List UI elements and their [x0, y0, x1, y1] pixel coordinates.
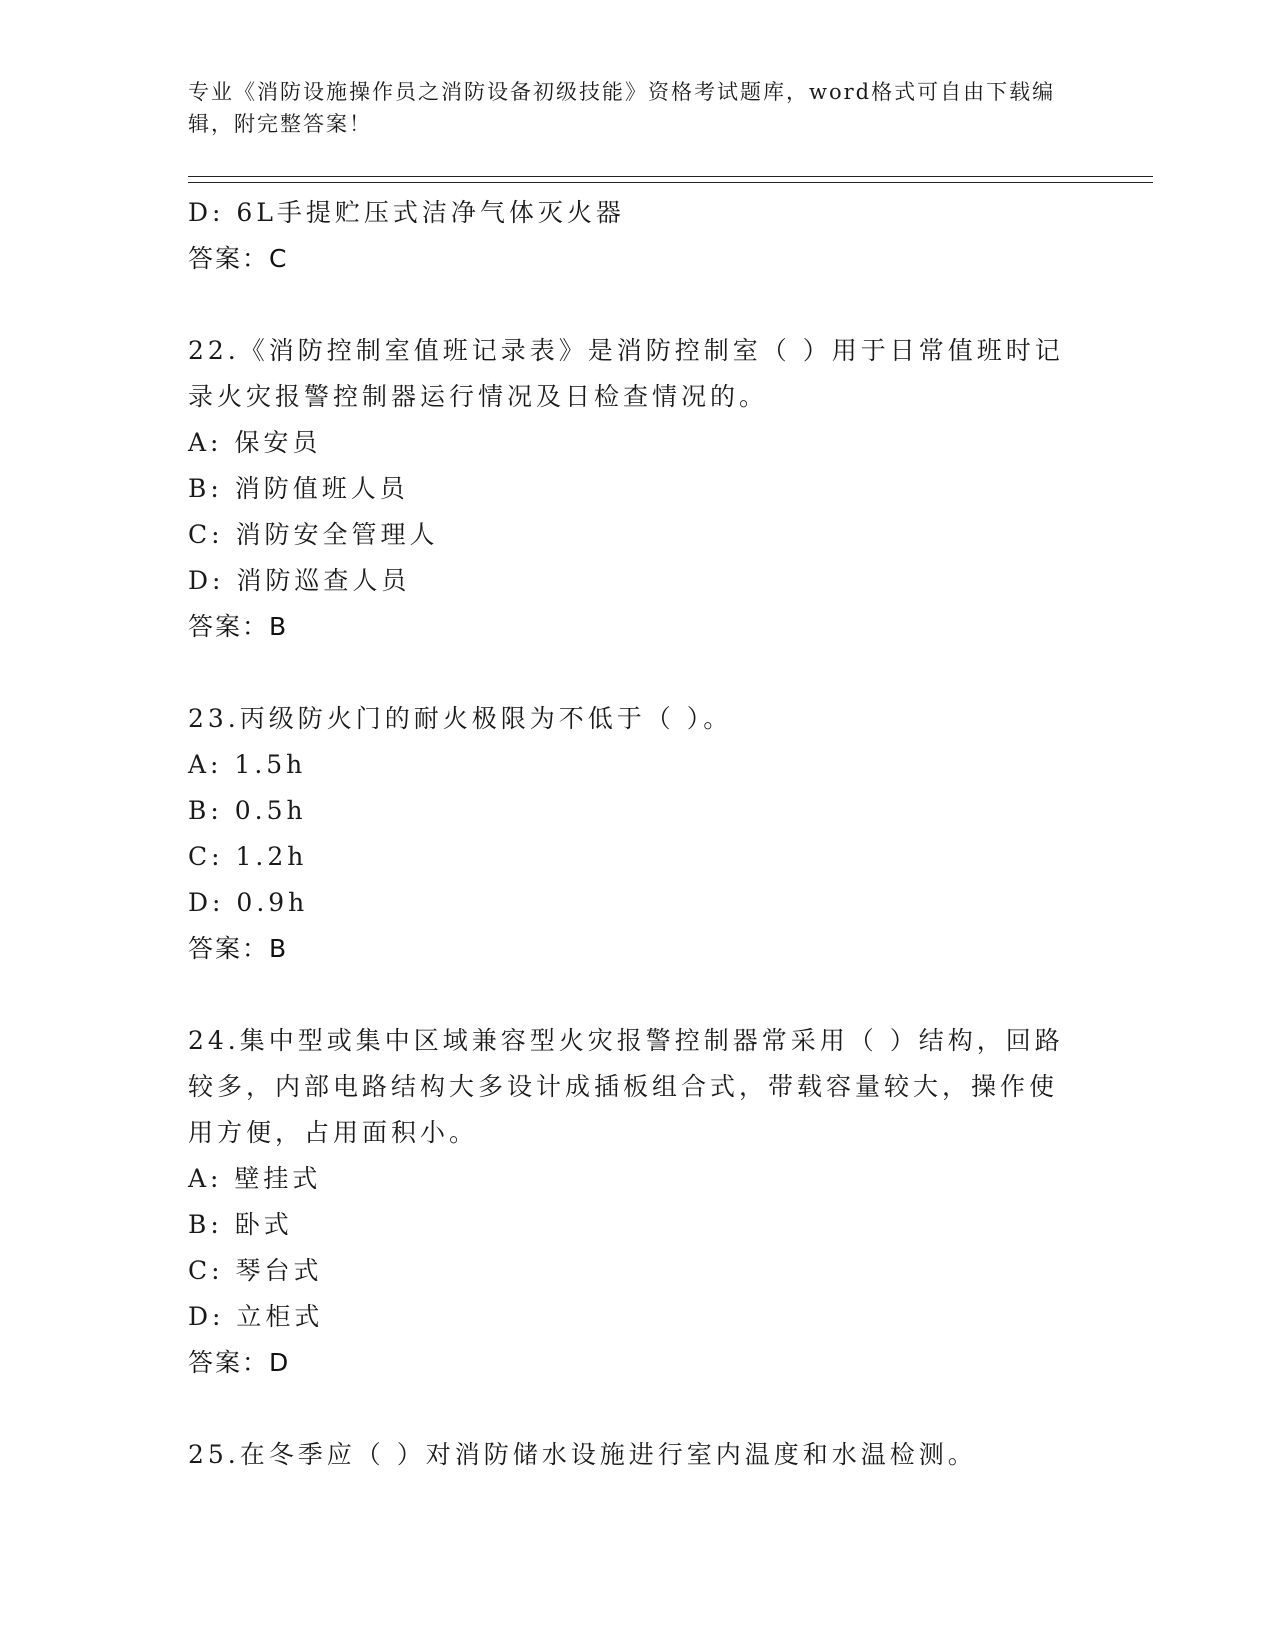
- question-stem-24: 24.集中型或集中区域兼容型火灾报警控制器常采用（ ）结构，回路较多，内部电路结构大多设计成插板组合式，带载容量较大，操作使用方便，占用面积小。: [188, 1026, 1064, 1147]
- spacer: [188, 972, 1078, 1018]
- question-stem-23: 23.丙级防火门的耐火极限为不低于（ ）。: [188, 704, 733, 733]
- option-d: D: 0.9h: [188, 888, 309, 917]
- question-stem-25: 25.在冬季应（ ）对消防储水设施进行室内温度和水温检测。: [188, 1440, 977, 1469]
- option-d: D: 6L手提贮压式洁净气体灭火器: [188, 198, 625, 227]
- answer-line: 答案：D: [188, 1348, 291, 1377]
- option-d: D: 消防巡查人员: [188, 566, 411, 595]
- option-a: A: 1.5h: [188, 750, 307, 779]
- option-b: B: 0.5h: [188, 796, 307, 825]
- spacer: [188, 282, 1078, 328]
- answer-line: 答案：B: [188, 934, 289, 963]
- option-c: C: 1.2h: [188, 842, 308, 871]
- header-divider-top: [188, 176, 1153, 177]
- header-divider-bottom: [188, 182, 1153, 183]
- option-a: A: 壁挂式: [188, 1164, 322, 1193]
- option-b: B: 卧式: [188, 1210, 293, 1239]
- option-c: C: 消防安全管理人: [188, 520, 439, 549]
- option-a: A: 保安员: [188, 428, 322, 457]
- option-b: B: 消防值班人员: [188, 474, 409, 503]
- spacer: [188, 1386, 1078, 1432]
- answer-line: 答案：B: [188, 612, 289, 641]
- question-stem-22: 22.《消防控制室值班记录表》是消防控制室（ ）用于日常值班时记录火灾报警控制器运行情况及日检查情况的。: [188, 336, 1064, 411]
- option-d: D: 立柜式: [188, 1302, 324, 1331]
- spacer: [188, 650, 1078, 696]
- answer-line: 答案：C: [188, 244, 289, 273]
- option-c: C: 琴台式: [188, 1256, 323, 1285]
- document-header: 专业《消防设施操作员之消防设备初级技能》资格考试题库，word格式可自由下载编辑，附完整答案！: [188, 80, 1056, 136]
- question-list: [188, 190, 1078, 1478]
